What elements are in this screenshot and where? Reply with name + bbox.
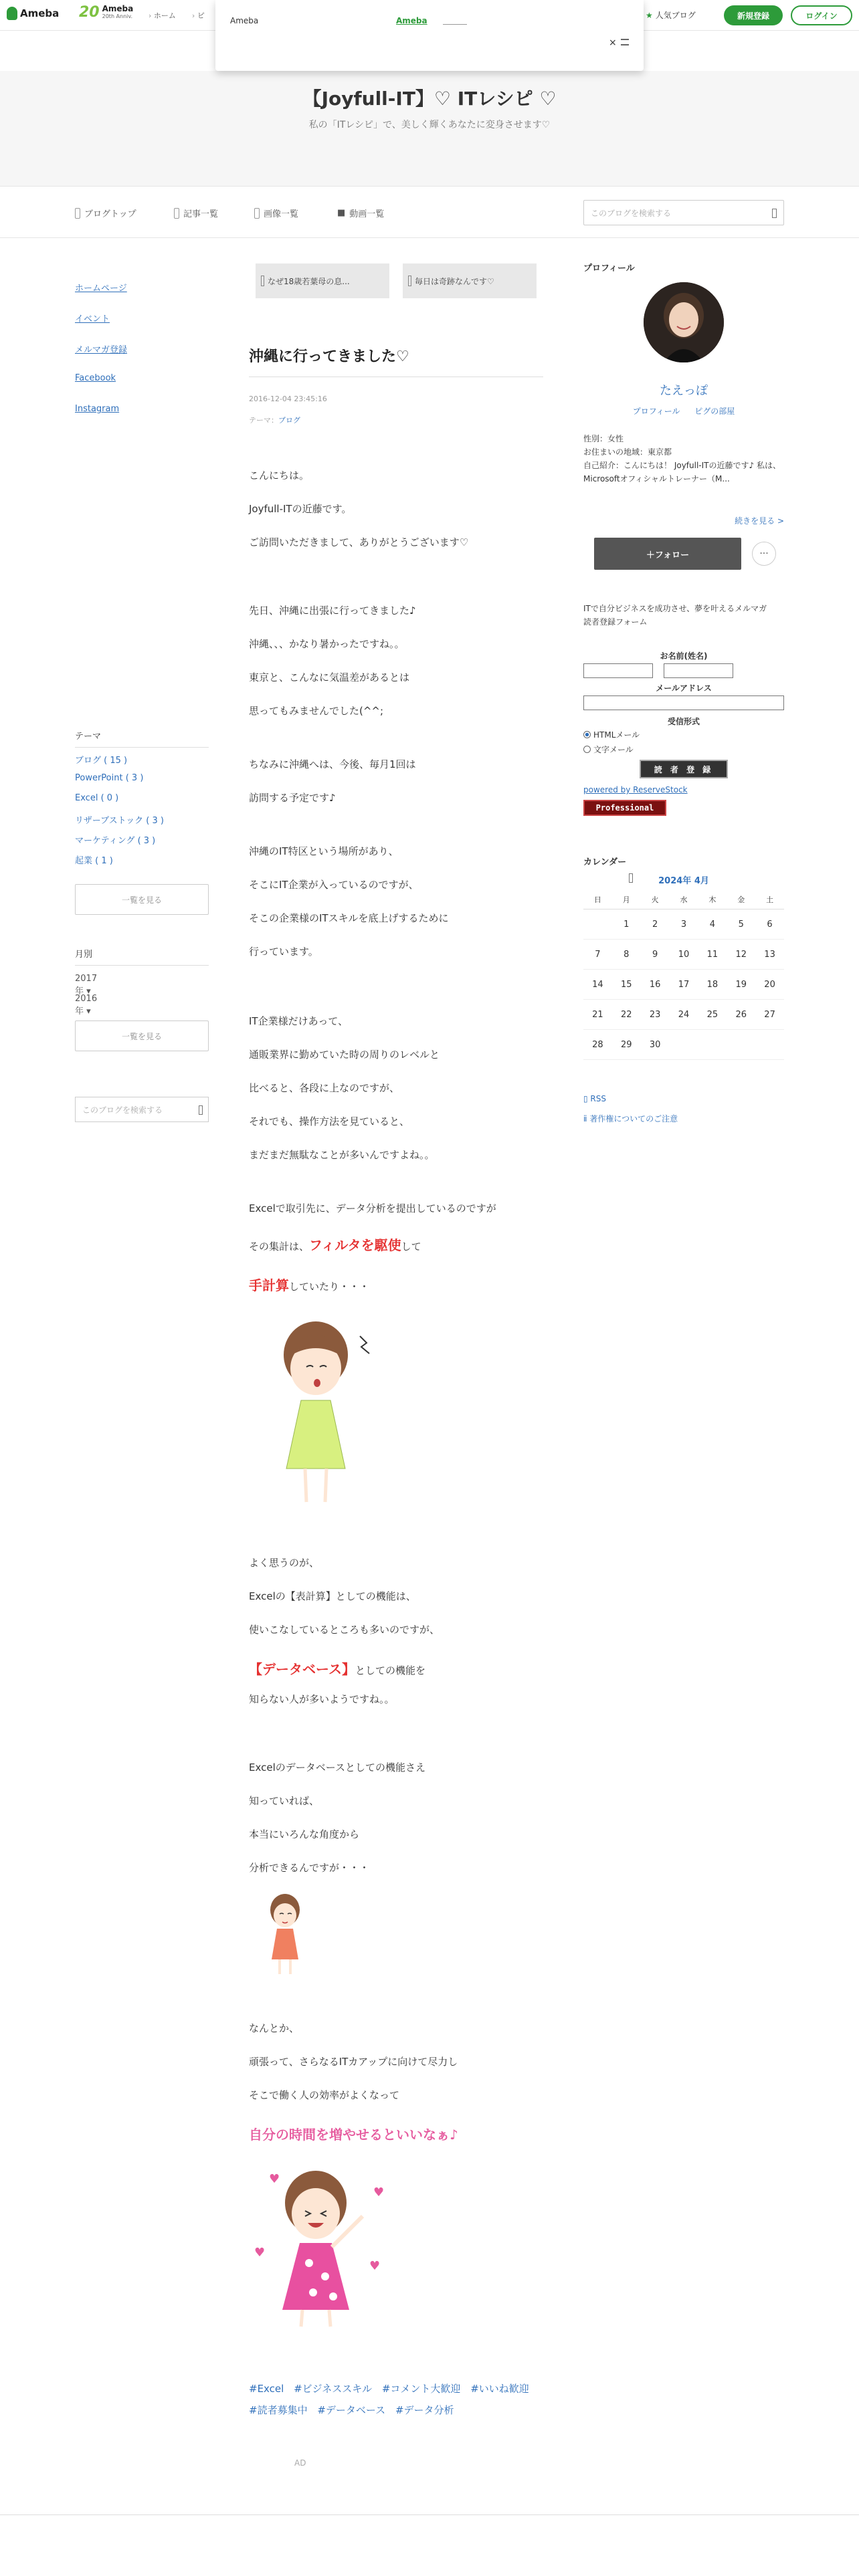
month-label: 2017年 xyxy=(75,974,98,996)
anniversary-number: 20 xyxy=(79,4,100,21)
article-paragraph: 頑張って、さらなるITカアップに向けて尽力し xyxy=(249,2056,458,2068)
month-heading: 月別 xyxy=(75,947,209,966)
article-paragraph: 比べると、各段に上なのですが、 xyxy=(249,1082,400,1094)
email-label: メールアドレス xyxy=(656,683,712,693)
article-paragraph xyxy=(249,1275,369,1294)
profile-gender: 性別：女性 xyxy=(583,434,624,443)
calendar-day xyxy=(698,1030,727,1060)
calendar-day xyxy=(670,1030,698,1060)
chevron-right-icon xyxy=(408,276,411,286)
rss-link[interactable] xyxy=(583,1094,606,1103)
prev-article-link[interactable] xyxy=(256,263,389,298)
article-paragraph: Joyfull-ITの近藤です。 xyxy=(249,503,352,515)
signup-button[interactable]: 新規登録 xyxy=(724,5,783,25)
calendar-weekday: 金 xyxy=(727,889,755,909)
calendar-day[interactable]: 5 xyxy=(727,909,755,940)
calendar-day[interactable]: 11 xyxy=(698,940,727,970)
close-icon[interactable]: × xyxy=(609,37,617,48)
emphasis-text: 【データベース】 xyxy=(249,1661,355,1677)
mailmag-title: ITで自分ビジネスを成功させ、夢を叶えるメルマガ xyxy=(583,604,767,613)
month-label: 2016年 xyxy=(75,994,98,1016)
blog-nav xyxy=(0,186,859,238)
hashtag-link[interactable]: #読者募集中 xyxy=(249,2404,308,2416)
calendar-day[interactable]: 13 xyxy=(755,940,784,970)
theme-label: テーマ： xyxy=(249,416,278,425)
profile-name[interactable]: たえっぽ xyxy=(660,384,708,398)
article-paragraph: IT企業様だけあって、 xyxy=(249,1015,349,1027)
svg-text:♥: ♥ xyxy=(254,2246,266,2260)
calendar-day[interactable]: 15 xyxy=(612,970,641,1000)
calendar-day[interactable]: 29 xyxy=(612,1030,641,1060)
article-paragraph: そこで働く人の効率がよくなって xyxy=(249,2089,400,2101)
next-article-title: 毎日は奇跡なんです♡ xyxy=(415,276,494,286)
login-button[interactable]: ログイン xyxy=(791,5,852,25)
calendar-day[interactable]: 16 xyxy=(641,970,670,1000)
calendar-day[interactable]: 7 xyxy=(583,940,612,970)
calendar-day[interactable]: 21 xyxy=(583,1000,612,1030)
calendar-day xyxy=(755,1030,784,1060)
blog-header xyxy=(0,71,859,186)
theme-link[interactable]: 起業 ( 1 ) xyxy=(75,856,113,866)
video-icon: ■ xyxy=(337,208,346,218)
theme-link[interactable]: Excel ( 0 ) xyxy=(75,793,119,803)
next-article-link[interactable] xyxy=(403,263,537,298)
article-paragraph: 先日、沖縄に出張に行ってきました♪ xyxy=(249,605,416,617)
calendar-day[interactable]: 8 xyxy=(612,940,641,970)
calendar-weekday: 月 xyxy=(612,889,641,909)
hashtag-link[interactable]: #Excel xyxy=(249,2383,284,2395)
girl-illustration-thinking xyxy=(262,1308,396,1509)
calendar-weekday: 木 xyxy=(698,889,727,909)
hashtag-list xyxy=(249,2378,543,2421)
svg-text:♥: ♥ xyxy=(369,2259,381,2273)
calendar-day xyxy=(727,1030,755,1060)
ameba-logo-text: Ameba xyxy=(20,7,60,19)
hashtag-link[interactable]: #データベース xyxy=(317,2404,386,2416)
theme-link[interactable]: マーケティング ( 3 ) xyxy=(75,836,156,846)
avatar-image xyxy=(644,282,724,362)
radio-label: HTMLメール xyxy=(593,730,640,740)
article-paragraph: 使いこなしているところも多いのですが、 xyxy=(249,1624,440,1636)
calendar-day[interactable]: 1 xyxy=(612,909,641,940)
article-paragraph: ちなみに沖縄へは、今後、毎月1回は xyxy=(249,758,416,770)
article-paragraph: 沖縄のIT特区という場所があり、 xyxy=(249,845,399,857)
chevron-down-icon: ▾ xyxy=(86,986,91,996)
girl-illustration-happy xyxy=(249,2156,396,2330)
nav-label: 記事一覧 xyxy=(183,209,219,219)
article-date: 2016-12-04 23:45:16 xyxy=(249,395,327,403)
menu-icon[interactable] xyxy=(621,39,629,45)
popup-divider xyxy=(443,24,467,25)
copyright-link[interactable] xyxy=(583,1113,678,1124)
month-more-button[interactable]: 一覧を見る xyxy=(75,1021,209,1051)
article-paragraph: 本当にいろんな角度から xyxy=(249,1828,360,1840)
hashtag-link[interactable]: #ビジネススキル xyxy=(294,2383,373,2395)
profile-region: お住まいの地域：東京都 xyxy=(583,447,672,457)
breadcrumb-item[interactable]: › ピ xyxy=(192,10,205,21)
article-paragraph: 行っています。 xyxy=(249,946,318,958)
calendar-day[interactable]: 30 xyxy=(641,1030,670,1060)
blog-description: 私の「ITレシピ」で、美しく輝くあなたに変身させます♡ xyxy=(308,120,551,130)
theme-link[interactable]: リザーブストック ( 3 ) xyxy=(75,816,164,826)
calendar-day[interactable]: 26 xyxy=(727,1000,755,1030)
article-paragraph xyxy=(249,1235,421,1254)
article-paragraph: 東京と、こんなに気温差があるとは xyxy=(249,671,410,683)
article-paragraph: よく思うのが、 xyxy=(249,1557,320,1569)
search-icon[interactable] xyxy=(772,209,777,218)
popup-label: Ameba xyxy=(230,16,259,25)
sidebar-link-instagram[interactable]: Instagram xyxy=(75,404,120,414)
profile-info xyxy=(583,432,784,486)
anniversary-logo[interactable] xyxy=(79,4,133,21)
nav-label: 動画一覧 xyxy=(349,209,385,219)
article-paragraph: こんにちは。 xyxy=(249,469,310,481)
sidebar-link-event[interactable]: イベント xyxy=(75,314,110,324)
anniversary-sub: 20th Anniv. xyxy=(102,13,133,19)
emphasis-text: 自分の時間を増やせるといいなぁ♪ xyxy=(249,2127,458,2143)
html-mail-radio[interactable] xyxy=(583,729,640,740)
nav-blog-top[interactable] xyxy=(75,207,136,219)
calendar-day[interactable]: 10 xyxy=(670,940,698,970)
breadcrumb-home[interactable]: › ホーム xyxy=(149,10,176,21)
article-title[interactable]: 沖縄に行ってきました♡ xyxy=(249,345,543,377)
article-paragraph: 知っていれば、 xyxy=(249,1795,320,1807)
avatar[interactable] xyxy=(644,282,724,362)
breadcrumb xyxy=(149,10,205,21)
calendar-day[interactable]: 12 xyxy=(727,940,755,970)
profile-more-link[interactable]: 続きを見る > xyxy=(735,516,784,526)
calendar-grid xyxy=(583,889,784,1060)
nav-video-list[interactable] xyxy=(337,207,384,219)
calendar-day[interactable]: 14 xyxy=(583,970,612,1000)
rss-icon: ▯ xyxy=(583,1094,591,1103)
ameba-logo[interactable] xyxy=(7,7,59,20)
emphasis-text: フィルタを駆使 xyxy=(309,1237,401,1253)
chevron-down-icon: ▾ xyxy=(86,1006,91,1016)
calendar-day[interactable]: 3 xyxy=(670,909,698,940)
theme-heading: テーマ xyxy=(75,729,209,748)
popular-blogs-label: 人気ブログ xyxy=(655,11,696,20)
article-paragraph: ご訪問いただきまして、ありがとうございます♡ xyxy=(249,536,469,548)
manual-post: していたり・・・ xyxy=(289,1281,370,1293)
reservestock-link[interactable]: powered by ReserveStock xyxy=(583,785,688,794)
hashtag-link[interactable]: #データ分析 xyxy=(395,2404,454,2416)
calendar-day[interactable]: 18 xyxy=(698,970,727,1000)
nav-image-list[interactable] xyxy=(254,207,298,219)
theme-link[interactable]: ブログ ( 15 ) xyxy=(75,756,128,766)
blog-title[interactable]: 【Joyfull-IT】♡ ITレシピ ♡ xyxy=(302,88,557,110)
calendar-day[interactable]: 20 xyxy=(755,970,784,1000)
more-options-button[interactable]: ··· xyxy=(752,542,776,566)
ad-label: AD xyxy=(294,2458,306,2468)
hashtag-link[interactable]: #いいね歓迎 xyxy=(470,2383,529,2395)
radio-icon xyxy=(583,746,591,753)
article-paragraph: 通販業界に勤めていた時の周りのレベルと xyxy=(249,1049,440,1061)
nav-label: ブログトップ xyxy=(84,209,136,219)
crown-icon: ★ xyxy=(646,10,653,20)
sidebar-search-input[interactable] xyxy=(75,1097,209,1122)
last-name-field[interactable] xyxy=(583,663,653,678)
anniversary-brand: Ameba xyxy=(102,3,134,13)
mailmag-text xyxy=(583,602,784,629)
article-theme xyxy=(249,415,300,425)
popular-blogs-link[interactable] xyxy=(646,9,696,21)
month-item[interactable] xyxy=(75,974,97,996)
article-paragraph: そこにIT企業が入っているのですが、 xyxy=(249,879,419,891)
calendar-month: 2024年 4月 xyxy=(658,876,709,886)
filter-post: して xyxy=(401,1241,421,1253)
professional-badge[interactable]: Professional xyxy=(583,800,666,816)
calendar-weekday: 土 xyxy=(755,889,784,909)
prev-article-title: なぜ18歳若葉母の息... xyxy=(268,276,350,286)
nav-label: 画像一覧 xyxy=(264,209,299,219)
article-paragraph: 分析できるんですが・・・ xyxy=(249,1862,370,1874)
text-mail-radio[interactable] xyxy=(583,744,634,755)
calendar-day[interactable]: 2 xyxy=(641,909,670,940)
article-paragraph: なんとか、 xyxy=(249,2022,300,2034)
subscribe-button[interactable]: 読 者 登 録 xyxy=(640,760,728,778)
article-paragraph: 思ってもみませんでした(^^; xyxy=(249,705,384,717)
anniversary-text xyxy=(102,5,134,21)
calendar-day[interactable]: 27 xyxy=(755,1000,784,1030)
info-icon: ⅱ xyxy=(583,1114,590,1123)
calendar-day[interactable]: 28 xyxy=(583,1030,612,1060)
calendar-day[interactable]: 22 xyxy=(612,1000,641,1030)
notification-popup xyxy=(215,0,644,71)
article-paragraph xyxy=(249,2124,458,2143)
first-name-field[interactable] xyxy=(664,663,733,678)
footer-divider xyxy=(0,2514,859,2515)
profile-intro: 自己紹介：こんにちは！ Joyfull-ITの近藤です♪ 私は、Microsoftオフィシャルトレーナー（M... xyxy=(583,461,781,484)
calendar-day[interactable]: 25 xyxy=(698,1000,727,1030)
format-label: 受信形式 xyxy=(667,717,700,726)
calendar-weekday: 火 xyxy=(641,889,670,909)
theme-more-button[interactable]: 一覧を見る xyxy=(75,884,209,915)
theme-link[interactable]: ブログ xyxy=(278,416,300,425)
article-paragraph: そこの企業様のITスキルを底上げするために xyxy=(249,912,449,924)
article-paragraph xyxy=(249,1658,425,1678)
calendar-day[interactable]: 9 xyxy=(641,940,670,970)
calendar-day[interactable]: 23 xyxy=(641,1000,670,1030)
radio-selected-icon xyxy=(583,731,591,738)
sidebar-link-mailmag[interactable]: メルマガ登録 xyxy=(75,345,128,355)
emphasis-text: 手計算 xyxy=(249,1277,289,1293)
copyright-label: 著作権についてのご注意 xyxy=(589,1114,678,1123)
search-placeholder: このブログを検索する xyxy=(82,1105,163,1115)
calendar-day[interactable]: 24 xyxy=(670,1000,698,1030)
theme-link[interactable]: PowerPoint ( 3 ) xyxy=(75,773,144,783)
calendar-weekday: 水 xyxy=(670,889,698,909)
db-post: としての機能を xyxy=(355,1665,426,1677)
calendar-heading: カレンダー xyxy=(583,857,627,867)
list-icon xyxy=(174,208,179,219)
nav-entry-list[interactable] xyxy=(174,207,218,219)
radio-label: 文字メール xyxy=(593,745,634,754)
name-label: お名前(姓名) xyxy=(660,651,708,661)
calendar-day xyxy=(583,909,612,940)
calendar-day[interactable]: 6 xyxy=(755,909,784,940)
follow-button[interactable]: ＋フォロー xyxy=(594,538,741,570)
girl-illustration-small xyxy=(256,1887,322,1981)
blog-search-input[interactable] xyxy=(583,200,784,225)
article-paragraph: それでも、操作方法を見ていると、 xyxy=(249,1115,410,1128)
search-placeholder: このブログを検索する xyxy=(591,209,672,218)
article-paragraph: Excelの【表計算】としての機能は、 xyxy=(249,1590,416,1602)
calendar-day[interactable]: 19 xyxy=(727,970,755,1000)
chevron-left-icon xyxy=(261,276,264,286)
rss-label: RSS xyxy=(590,1094,606,1103)
hashtag-link[interactable]: #コメント大歓迎 xyxy=(381,2383,461,2395)
filter-pre: その集計は、 xyxy=(249,1241,310,1253)
sidebar-link-homepage[interactable]: ホームページ xyxy=(75,284,127,294)
profile-heading: プロフィール xyxy=(583,263,635,274)
month-item[interactable] xyxy=(75,994,97,1016)
sidebar-link-facebook[interactable]: Facebook xyxy=(75,373,116,383)
email-field[interactable] xyxy=(583,695,784,710)
mailmag-form-title: 読者登録フォーム xyxy=(583,617,648,627)
article-paragraph: 知らない人が多いようですね。。 xyxy=(249,1693,395,1705)
popup-link[interactable]: Ameba xyxy=(396,16,427,25)
article-paragraph: Excelで取引先に、データ分析を提出しているのですが xyxy=(249,1202,496,1214)
image-icon xyxy=(254,208,260,219)
search-icon[interactable] xyxy=(199,1105,203,1115)
calendar-day[interactable]: 4 xyxy=(698,909,727,940)
article-paragraph: 訪問する予定です♪ xyxy=(249,792,336,804)
calendar-day[interactable]: 17 xyxy=(670,970,698,1000)
document-icon xyxy=(75,208,80,219)
calendar-weekday: 日 xyxy=(583,889,612,909)
ameba-logo-icon xyxy=(7,7,17,20)
article-paragraph: 沖縄、、、かなり暑かったですね。。 xyxy=(249,638,405,650)
profile-links[interactable]: プロフィール ピグの部屋 xyxy=(632,407,735,416)
svg-text:♥: ♥ xyxy=(269,2172,280,2186)
article-paragraph: Excelのデータベースとしての機能さえ xyxy=(249,1761,425,1774)
svg-text:♥: ♥ xyxy=(373,2185,385,2199)
article-paragraph: まだまだ無駄なことが多いんですよね。。 xyxy=(249,1149,435,1161)
